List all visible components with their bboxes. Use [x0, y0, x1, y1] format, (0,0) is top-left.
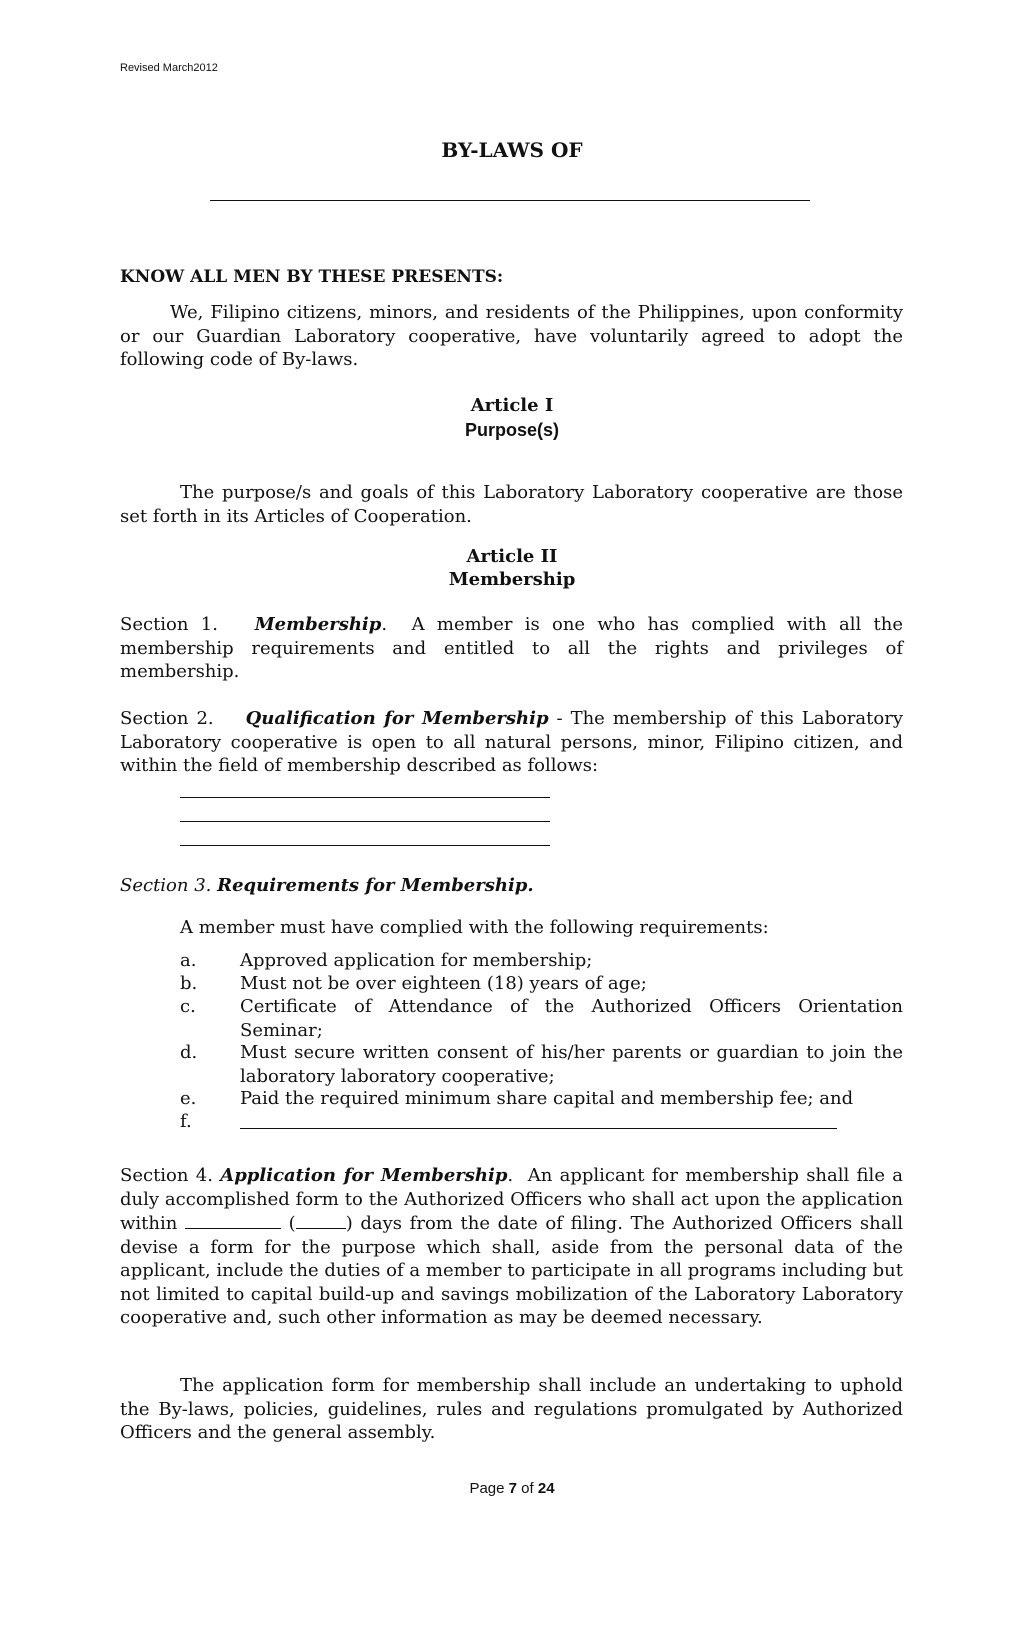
of-word: of — [521, 1480, 534, 1497]
article-1-paragraph: The purpose/s and goals of this Laboratory Laboratory cooperative are those set forth in its Articles of Cooperation. — [120, 482, 903, 527]
field-of-membership-line-3 — [180, 845, 550, 846]
section-4-text-part1: An applicant for membership shall file a duly accomplished form to the Authorized Officers who shall act upon the application within — [120, 1165, 903, 1234]
section-4: Section 4. Application for Membership. An applicant for membership shall file a duly accomplished form to the Authorized Officers who shall act upon the application within ( ) days from the date of filing. The Authorized Officers shall devise a form for the purpose which shall, aside from the personal data of the applicant, include the duties of a member to participate in all programs including but not limited to capital build-up and savings mobilization of the Laboratory Laboratory cooperative and, such other information as may be deemed necessary. — [120, 1165, 904, 1328]
section-4-text-part2: days from the date of filing. The Authorized Officers shall devise a form for the purpose which shall, aside from the personal data of the applicant, include the duties of a member to participate in all programs including but not limited to capital build-up and savings mobilization of the Laboratory Laboratory cooperative and, such other information as may be deemed necessary. — [120, 1213, 904, 1328]
section-1-label: Section 1. — [120, 614, 218, 635]
article-2-title: Membership — [448, 569, 576, 590]
field-of-membership-line-2 — [180, 821, 550, 822]
requirement-letter: a. — [180, 950, 197, 971]
requirement-text: Must secure written consent of his/her parents or guardian to join the laboratory laboratory cooperative; — [240, 1042, 903, 1087]
section-1-heading: Membership — [254, 614, 382, 635]
section-3-lead: A member must have complied with the following requirements: — [180, 917, 769, 938]
section-4-heading: Application for Membership — [220, 1165, 508, 1186]
section-2-label: Section 2. — [120, 708, 214, 729]
requirement-letter: b. — [180, 973, 198, 994]
requirement-text: Approved application for membership; — [240, 950, 593, 971]
title-blank-line — [210, 200, 810, 201]
article-1-number: Article I — [470, 395, 554, 416]
requirement-f-blank-line — [240, 1128, 837, 1129]
page-title: BY-LAWS OF — [441, 138, 583, 162]
requirement-letter: d. — [180, 1042, 198, 1063]
section-4-paragraph-2: The application form for membership shall include an undertaking to uphold the By-laws, policies, guidelines, rules and regulations promulgated by Authorized Officers and the general assembly. — [120, 1375, 903, 1443]
page-word: Page — [469, 1480, 505, 1497]
section-1-text: A member is one who has complied with all the membership requirements and entitled to all the rights and privileges of membership. — [120, 614, 903, 682]
section-4-label: Section 4. — [120, 1165, 213, 1186]
section-3-heading: Requirements for Membership. — [217, 875, 534, 896]
field-of-membership-line-1 — [180, 797, 550, 798]
section-3-label: Section 3. — [120, 875, 212, 896]
requirement-letter: f. — [180, 1111, 192, 1132]
requirement-letter: c. — [180, 996, 196, 1017]
page-footer — [0, 1480, 1024, 1497]
revision-note: Revised March2012 — [120, 62, 218, 74]
section-3-heading-line — [120, 874, 534, 898]
section-2 — [120, 707, 903, 778]
section-2-heading: Qualification for Membership — [245, 708, 549, 729]
section-2-text: - The membership of this Laboratory Laboratory cooperative is open to all natural persons, minor, Filipino citizen, and within the field of membership described as follows: — [120, 708, 903, 776]
page-number: 7 — [508, 1480, 517, 1497]
article-1-title: Purpose(s) — [464, 420, 560, 440]
article-2-number: Article II — [466, 546, 558, 567]
section-1: Section 1. Membership. A member is one who has complied with all the membership requirements and entitled to all the rights and privileges of membership. — [120, 614, 903, 682]
days-in-words-blank — [185, 1211, 281, 1229]
total-pages: 24 — [537, 1480, 555, 1497]
requirement-text: Paid the required minimum share capital and membership fee; and — [240, 1088, 854, 1109]
intro-heading: KNOW ALL MEN BY THESE PRESENTS: — [120, 267, 504, 287]
intro-paragraph: We, Filipino citizens, minors, and residents of the Philippines, upon conformity or our Guardian Laboratory cooperative, have voluntarily agreed to adopt the following code of By-laws. — [120, 302, 903, 370]
requirement-text: Certificate of Attendance of the Authorized Officers Orientation Seminar; — [240, 996, 903, 1041]
days-in-number-blank — [296, 1211, 346, 1229]
requirement-text: Must not be over eighteen (18) years of age; — [240, 973, 647, 994]
requirement-letter: e. — [180, 1088, 197, 1109]
